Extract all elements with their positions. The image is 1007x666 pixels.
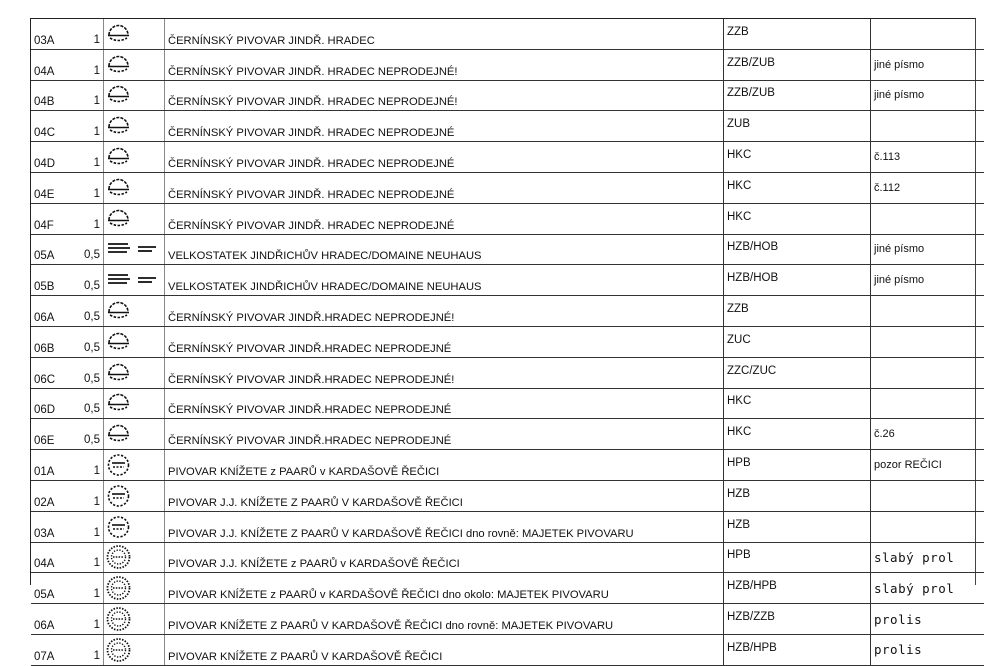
row-count: 0,5 [76, 419, 104, 450]
row-icon-cell [104, 296, 165, 327]
row-note: jiné písmo [871, 80, 985, 111]
table-row [31, 573, 984, 604]
row-name: ČERNÍNSKÝ PIVOVAR JINDŘ. HRADEC NEPRODEJNÉ! [165, 80, 724, 111]
dome-stamp-icon [104, 113, 164, 139]
table-row [31, 172, 984, 203]
row-code: HZB [724, 480, 871, 511]
row-icon-cell [104, 480, 165, 511]
row-note: prolis [871, 604, 985, 635]
dotted-stamp-icon [104, 544, 164, 570]
row-name: ČERNÍNSKÝ PIVOVAR JINDŘ.HRADEC NEPRODEJNÉ [165, 388, 724, 419]
table-row [31, 234, 984, 265]
row-id: 07A [31, 634, 76, 665]
row-count: 1 [76, 573, 104, 604]
row-count: 1 [76, 203, 104, 234]
row-note: jiné písmo [871, 49, 985, 80]
table-row [31, 296, 984, 327]
row-id: 05A [31, 573, 76, 604]
row-name: ČERNÍNSKÝ PIVOVAR JINDŘ.HRADEC NEPRODEJNÉ! [165, 296, 724, 327]
row-name: ČERNÍNSKÝ PIVOVAR JINDŘ. HRADEC NEPRODEJNÉ [165, 172, 724, 203]
table-row [31, 480, 984, 511]
row-code: ZZC/ZUC [724, 357, 871, 388]
row-name: ČERNÍNSKÝ PIVOVAR JINDŘ.HRADEC NEPRODEJNÉ [165, 419, 724, 450]
table-row [31, 388, 984, 419]
row-note: č.112 [871, 172, 985, 203]
row-id: 06D [31, 388, 76, 419]
row-code: HZB [724, 511, 871, 542]
lines-stamp-icon [104, 236, 164, 262]
row-note [871, 111, 985, 142]
row-note: jiné písmo [871, 265, 985, 296]
catalog-sheet [30, 18, 976, 663]
row-name: PIVOVAR KNÍŽETE Z PAARŮ V KARDAŠOVĚ ŘEČICI dno rovně: MAJETEK PIVOVARU [165, 604, 724, 635]
row-name: PIVOVAR J.J. KNÍŽETE z PAARŮ v KARDAŠOVĚ ŘEČICI [165, 542, 724, 573]
row-count: 0,5 [76, 388, 104, 419]
stamp-catalog-table [31, 19, 984, 666]
row-code: HPB [724, 542, 871, 573]
table-row [31, 203, 984, 234]
row-count: 1 [76, 172, 104, 203]
row-count: 1 [76, 80, 104, 111]
row-id: 06A [31, 604, 76, 635]
table-row [31, 542, 984, 573]
row-count: 1 [76, 19, 104, 49]
row-code: ZZB [724, 19, 871, 49]
row-id: 04D [31, 142, 76, 173]
dotted-stamp-icon [104, 575, 164, 601]
row-icon-cell [104, 450, 165, 481]
lines-stamp-icon [104, 267, 164, 293]
row-code: HZB/HPB [724, 634, 871, 665]
row-name: PIVOVAR KNÍŽETE Z PAARŮ V KARDAŠOVĚ ŘEČICI [165, 634, 724, 665]
row-name: ČERNÍNSKÝ PIVOVAR JINDŘ. HRADEC NEPRODEJNÉ [165, 111, 724, 142]
row-code: HKC [724, 388, 871, 419]
row-count: 0,5 [76, 265, 104, 296]
row-id: 06E [31, 419, 76, 450]
row-id: 05A [31, 234, 76, 265]
table-row [31, 326, 984, 357]
row-icon-cell [104, 634, 165, 665]
dotted-stamp-icon [104, 606, 164, 632]
row-name: PIVOVAR KNÍŽETE z PAARŮ v KARDAŠOVĚ ŘEČICI dno okolo: MAJETEK PIVOVARU [165, 573, 724, 604]
row-note [871, 326, 985, 357]
table-row [31, 19, 984, 49]
row-icon-cell [104, 203, 165, 234]
table-row [31, 450, 984, 481]
row-note [871, 388, 985, 419]
row-note [871, 203, 985, 234]
dome-stamp-icon [104, 390, 164, 416]
row-icon-cell [104, 388, 165, 419]
table-row [31, 419, 984, 450]
row-icon-cell [104, 265, 165, 296]
row-code: ZUC [724, 326, 871, 357]
row-code: HKC [724, 419, 871, 450]
row-name: PIVOVAR J.J. KNÍŽETE Z PAARŮ V KARDAŠOVĚ ŘEČICI dno rovně: MAJETEK PIVOVARU [165, 511, 724, 542]
row-count: 1 [76, 511, 104, 542]
dome-stamp-icon [104, 360, 164, 386]
row-code: HZB/HPB [724, 573, 871, 604]
table-row [31, 634, 984, 665]
dome-stamp-icon [104, 421, 164, 447]
dome-stamp-icon [104, 206, 164, 232]
table-row [31, 357, 984, 388]
row-count: 1 [76, 111, 104, 142]
row-icon-cell [104, 111, 165, 142]
row-icon-cell [104, 49, 165, 80]
row-note [871, 511, 985, 542]
row-note: pozor REČICI [871, 450, 985, 481]
row-id: 04C [31, 111, 76, 142]
row-name: ČERNÍNSKÝ PIVOVAR JINDŘ.HRADEC NEPRODEJNÉ! [165, 357, 724, 388]
row-icon-cell [104, 172, 165, 203]
table-row [31, 142, 984, 173]
row-id: 02A [31, 480, 76, 511]
row-code: ZZB/ZUB [724, 80, 871, 111]
row-name: VELKOSTATEK JINDŘICHŮV HRADEC/DOMAINE NEUHAUS [165, 234, 724, 265]
row-note: slabý prol [871, 573, 985, 604]
row-code: HZB/HOB [724, 265, 871, 296]
row-count: 1 [76, 634, 104, 665]
row-id: 03A [31, 511, 76, 542]
row-code: HKC [724, 142, 871, 173]
row-icon-cell [104, 19, 165, 49]
row-id: 04A [31, 49, 76, 80]
row-id: 04F [31, 203, 76, 234]
row-name: ČERNÍNSKÝ PIVOVAR JINDŘ. HRADEC NEPRODEJNÉ [165, 203, 724, 234]
dome-stamp-icon [104, 329, 164, 355]
row-icon-cell [104, 511, 165, 542]
row-code: ZZB/ZUB [724, 49, 871, 80]
row-count: 1 [76, 604, 104, 635]
row-note [871, 296, 985, 327]
row-name: VELKOSTATEK JINDŘICHŮV HRADEC/DOMAINE NEUHAUS [165, 265, 724, 296]
row-name: PIVOVAR J.J. KNÍŽETE Z PAARŮ V KARDAŠOVĚ ŘEČICI [165, 480, 724, 511]
dome-stamp-icon [104, 21, 164, 47]
dome-stamp-icon [104, 52, 164, 78]
row-note: č.26 [871, 419, 985, 450]
row-count: 1 [76, 142, 104, 173]
table-row [31, 80, 984, 111]
row-id: 04B [31, 80, 76, 111]
table-row [31, 265, 984, 296]
row-id: 06B [31, 326, 76, 357]
row-note [871, 357, 985, 388]
table-row [31, 604, 984, 635]
row-code: HKC [724, 172, 871, 203]
row-count: 1 [76, 542, 104, 573]
dotted-stamp-icon [104, 637, 164, 663]
row-code: HZB/ZZB [724, 604, 871, 635]
row-icon-cell [104, 604, 165, 635]
row-count: 0,5 [76, 357, 104, 388]
dome-stamp-icon [104, 298, 164, 324]
table-row [31, 111, 984, 142]
row-count: 0,5 [76, 234, 104, 265]
row-id: 03A [31, 19, 76, 49]
row-note: prolis [871, 634, 985, 665]
row-id: 04A [31, 542, 76, 573]
row-icon-cell [104, 234, 165, 265]
row-note: slabý prol [871, 542, 985, 573]
row-count: 0,5 [76, 296, 104, 327]
row-id: 06A [31, 296, 76, 327]
row-icon-cell [104, 573, 165, 604]
row-icon-cell [104, 419, 165, 450]
row-count: 1 [76, 450, 104, 481]
table-row [31, 49, 984, 80]
row-id: 04E [31, 172, 76, 203]
row-icon-cell [104, 357, 165, 388]
row-id: 05B [31, 265, 76, 296]
dome-stamp-icon [104, 82, 164, 108]
catalog-rows [31, 19, 984, 665]
row-code: HKC [724, 203, 871, 234]
row-code: ZUB [724, 111, 871, 142]
round-stamp-icon [104, 514, 164, 540]
dome-stamp-icon [104, 175, 164, 201]
round-stamp-icon [104, 483, 164, 509]
row-note: jiné písmo [871, 234, 985, 265]
row-icon-cell [104, 542, 165, 573]
row-name: ČERNÍNSKÝ PIVOVAR JINDŘ. HRADEC NEPRODEJNÉ [165, 142, 724, 173]
row-note [871, 480, 985, 511]
row-icon-cell [104, 326, 165, 357]
row-name: ČERNÍNSKÝ PIVOVAR JINDŘ. HRADEC [165, 19, 724, 49]
row-name: ČERNÍNSKÝ PIVOVAR JINDŘ. HRADEC NEPRODEJNÉ! [165, 49, 724, 80]
row-note [871, 19, 985, 49]
dome-stamp-icon [104, 144, 164, 170]
row-id: 06C [31, 357, 76, 388]
row-code: HPB [724, 450, 871, 481]
row-count: 1 [76, 480, 104, 511]
row-icon-cell [104, 142, 165, 173]
row-icon-cell [104, 80, 165, 111]
round-stamp-icon [104, 452, 164, 478]
row-code: HZB/HOB [724, 234, 871, 265]
row-code: ZZB [724, 296, 871, 327]
row-count: 1 [76, 49, 104, 80]
row-id: 01A [31, 450, 76, 481]
table-row [31, 511, 984, 542]
row-count: 0,5 [76, 326, 104, 357]
row-name: PIVOVAR KNÍŽETE z PAARŮ v KARDAŠOVĚ ŘEČICI [165, 450, 724, 481]
row-note: č.113 [871, 142, 985, 173]
row-name: ČERNÍNSKÝ PIVOVAR JINDŘ.HRADEC NEPRODEJNÉ [165, 326, 724, 357]
